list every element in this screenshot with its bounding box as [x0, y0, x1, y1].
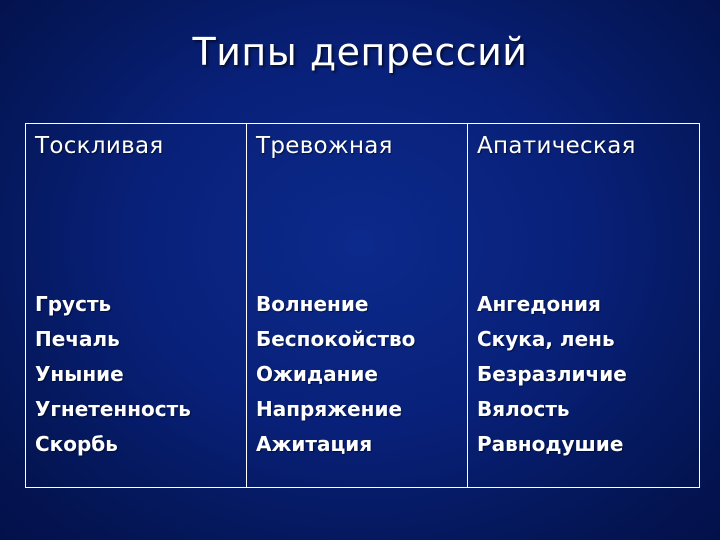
slide-title	[0, 30, 720, 74]
symptom-item: Равнодушие	[477, 432, 624, 456]
symptom-item: Скука, лень	[477, 327, 615, 351]
symptom-item: Волнение	[256, 292, 369, 316]
header-cell-melancholic: Тоскливая	[26, 124, 247, 286]
depression-types-table	[25, 123, 700, 488]
table-header-row	[26, 124, 700, 286]
symptom-item: Угнетенность	[35, 397, 191, 421]
symptom-item: Ожидание	[256, 362, 378, 386]
symptom-item: Грусть	[35, 292, 112, 316]
slide-title-text: Типы депрессий	[192, 30, 528, 74]
header-cell-apathetic: Апатическая	[468, 124, 700, 286]
table-body-row	[26, 285, 700, 488]
symptom-item: Напряжение	[256, 397, 403, 421]
symptoms-cell-anxious	[247, 285, 468, 488]
symptoms-cell-apathetic	[468, 285, 700, 488]
symptom-item: Беспокойство	[256, 327, 416, 351]
symptom-item: Ангедония	[477, 292, 601, 316]
header-cell-anxious: Тревожная	[247, 124, 468, 286]
symptom-item: Безразличие	[477, 362, 627, 386]
symptom-item: Печаль	[35, 327, 120, 351]
symptoms-cell-melancholic	[26, 285, 247, 488]
symptom-item: Вялость	[477, 397, 570, 421]
symptom-item: Скорбь	[35, 432, 118, 456]
symptom-item: Уныние	[35, 362, 124, 386]
symptom-item: Ажитация	[256, 432, 373, 456]
